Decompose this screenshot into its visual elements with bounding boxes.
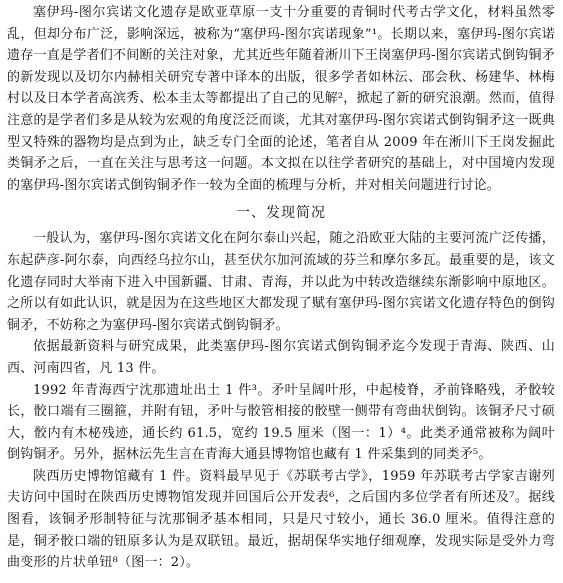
body-paragraph: 1992 年青海西宁沈那遗址出土 1 件³。矛叶呈阔叶形，中起棱脊，矛前锋略残，矛骹较长，骹口端有三圈箍，并附有钮，矛叶与骹管相接的骹壁一侧带有弯曲状倒钩。该铜矛尺寸硕大，骹内有木柲残迹，通长约 61.5，宽约 19.5 厘米（图一：1）⁴。此类矛通常被称为阔叶倒钩铜矛。另外，据林沄先生言在青海大通县博物馆也藏有 1 件采集到的同类矛⁵。 [7, 382, 555, 463]
body-paragraph: 陕西历史博物馆藏有 1 件。资料最早见于《苏联考古学》，1959 年苏联考古学家吉谢列夫访问中国时在陕西历史博物馆发现并回国后公开发表⁶，之后国内多位学者有所述及⁷。据线图看，该铜矛形制特征与沈那铜矛基本相同，只是尺寸较小，通长 36.0 厘米。值得注意的是，铜矛骹口端的钮原多认为是双联钮。最近，据胡保华实地仔细观摩，发现实际是受外力弯曲变形的片状单钮⁸（图一：2）。 [7, 468, 555, 571]
intro-paragraph: 塞伊玛-图尔宾诺文化遗存是欧亚草原一支十分重要的青铜时代考古学文化，材料虽然零乱，但却分布广泛，影响深远，被称为“塞伊玛-图尔宾诺现象”¹。长期以来，塞伊玛-图尔宾诺遗存一直是学者们不间断的关注对象，尤其近些年随着淅川下王岗塞伊玛-图尔宾诺式倒钩铜矛的新发现以及切尔内赫相关研究专著中译本的出版，很多学者如林沄、邵会秋、杨建华、林梅村以及日本学者高滨秀、松本圭太等都提出了自己的见解²，掀起了新的研究浪潮。然而，值得注意的是学者们多是从较为宏观的角度泛泛而谈，尤其对塞伊玛-图尔宾诺式倒钩铜矛这一既典型又特殊的器物均是点到为止，缺乏专门全面的论述，笔者自从 2009 年在淅川下王岗发掘此类铜矛之后，一直在关注与思考这一问题。本文拟在以往学者研究的基础上，对中国境内发现的塞伊玛-图尔宾诺式倒钩铜矛作一较为全面的梳理与分析，并对相关问题进行讨论。 [7, 5, 555, 193]
body-paragraph: 一般认为，塞伊玛-图尔宾诺文化在阿尔泰山兴起，随之沿欧亚大陆的主要河流广泛传播，东起萨彦-阿尔泰，向西经乌拉尔山，甚至伏尔加河流域的芬兰和摩尔多瓦。最重要的是，该文化遗存同时大举南下进入中国新疆、甘肃、青海，并以此为中转改造继续东渐影响中原地区。之所以有如此认识，就是因为在这些地区大都发现了赋有塞伊玛-图尔宾诺文化遗存特色的倒钩铜矛，不妨称之为塞伊玛-图尔宾诺式倒钩铜矛。 [7, 231, 555, 333]
body-paragraph: 依据最新资料与研究成果，此类塞伊玛-图尔宾诺式倒钩铜矛迄今发现于青海、陕西、山西、河南四省，凡 13 件。 [7, 339, 555, 376]
section-heading: 一、发现简况 [236, 205, 326, 222]
